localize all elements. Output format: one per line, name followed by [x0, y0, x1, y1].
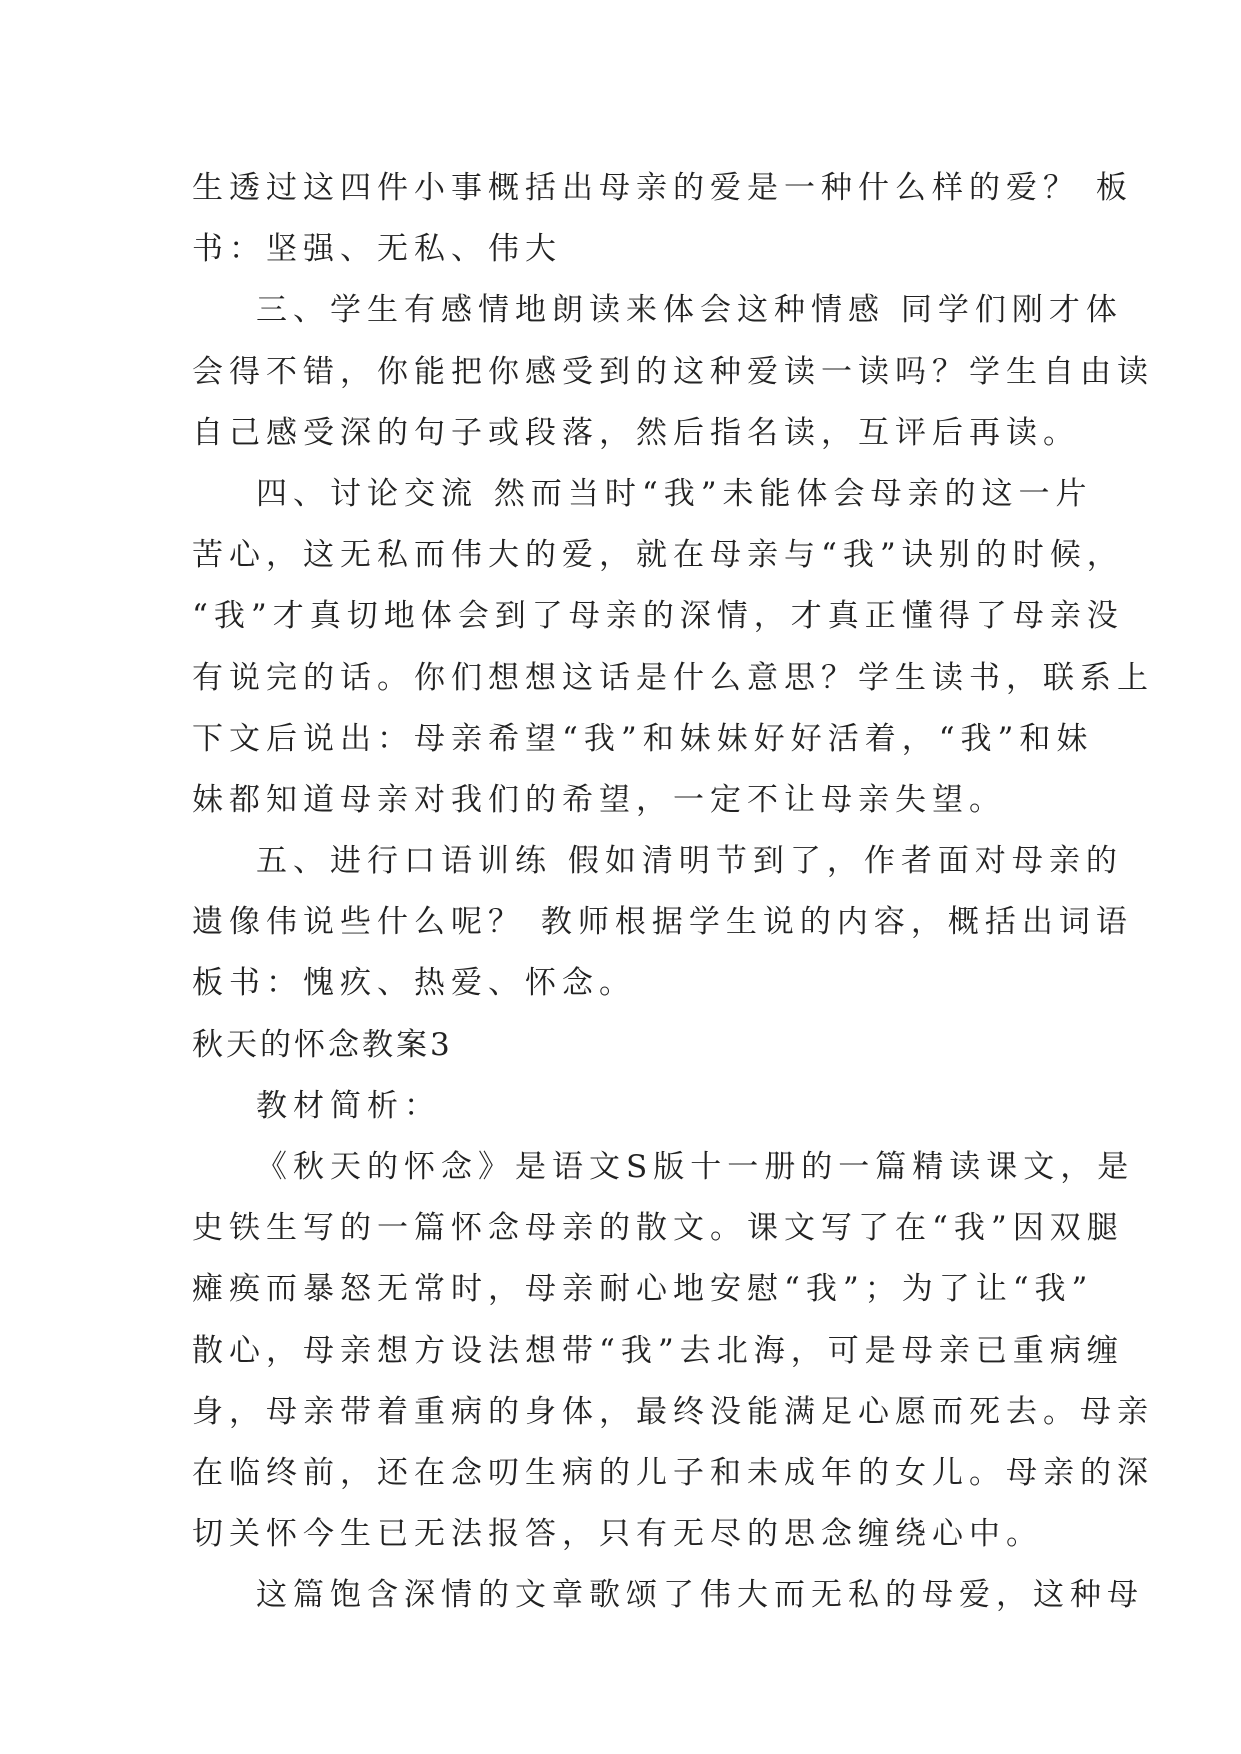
text-line: “我”才真切地体会到了母亲的深情，才真正懂得了母亲没: [192, 598, 1124, 635]
section-heading: 秋天的怀念教案3: [192, 1026, 453, 1063]
paragraph-start-line: 这篇饱含深情的文章歌颂了伟大而无私的母爱，这种母: [256, 1577, 1144, 1614]
paragraph-start-line: 五、进行口语训练 假如清明节到了，作者面对母亲的: [256, 843, 1123, 880]
text-line: 下文后说出：母亲希望“我”和妹妹好好活着，“我”和妹: [192, 720, 1094, 757]
text-line: 妹都知道母亲对我们的希望，一定不让母亲失望。: [192, 781, 1006, 818]
text-line: 遗像伟说些什么呢？ 教师根据学生说的内容，概括出词语: [192, 904, 1133, 941]
document-page: [192, 158, 1154, 1627]
paragraph-start-line: 四、讨论交流 然而当时“我”未能体会母亲的这一片: [256, 475, 1093, 512]
text-line: 史铁生写的一篇怀念母亲的散文。课文写了在“我”因双腿: [192, 1210, 1124, 1247]
text-line: 瘫痪而暴怒无常时，母亲耐心地安慰“我”；为了让“我”: [192, 1271, 1094, 1308]
text-line: 散心，母亲想方设法想带“我”去北海，可是母亲已重病缠: [192, 1332, 1124, 1369]
paragraph-start-line: 教材简析：: [256, 1087, 441, 1124]
text-line: 自己感受深的句子或段落，然后指名读，互评后再读。: [192, 414, 1080, 451]
text-line: 有说完的话。你们想想这话是什么意思？学生读书，联系上: [192, 659, 1154, 696]
text-line: 苦心，这无私而伟大的爱，就在母亲与“我”诀别的时候，: [192, 537, 1124, 574]
paragraph-start-line: 《秋天的怀念》是语文S版十一册的一篇精读课文，是: [256, 1149, 1135, 1185]
text-line: 生透过这四件小事概括出母亲的爱是一种什么样的爱？ 板: [192, 170, 1133, 206]
text-line: 书：坚强、无私、伟大: [192, 231, 562, 268]
text-line: 切关怀今生已无法报答，只有无尽的思念缠绕心中。: [192, 1516, 1043, 1553]
text-line: 身，母亲带着重病的身体，最终没能满足心愿而死去。母亲: [192, 1393, 1154, 1430]
text-line: 板书：愧疚、热爱、怀念。: [192, 965, 636, 1002]
text-line: 在临终前，还在念叨生病的儿子和未成年的女儿。母亲的深: [192, 1454, 1154, 1491]
paragraph-start-line: 三、学生有感情地朗读来体会这种情感 同学们刚才体: [256, 292, 1123, 329]
text-line: 会得不错，你能把你感受到的这种爱读一读吗？学生自由读: [192, 353, 1154, 390]
